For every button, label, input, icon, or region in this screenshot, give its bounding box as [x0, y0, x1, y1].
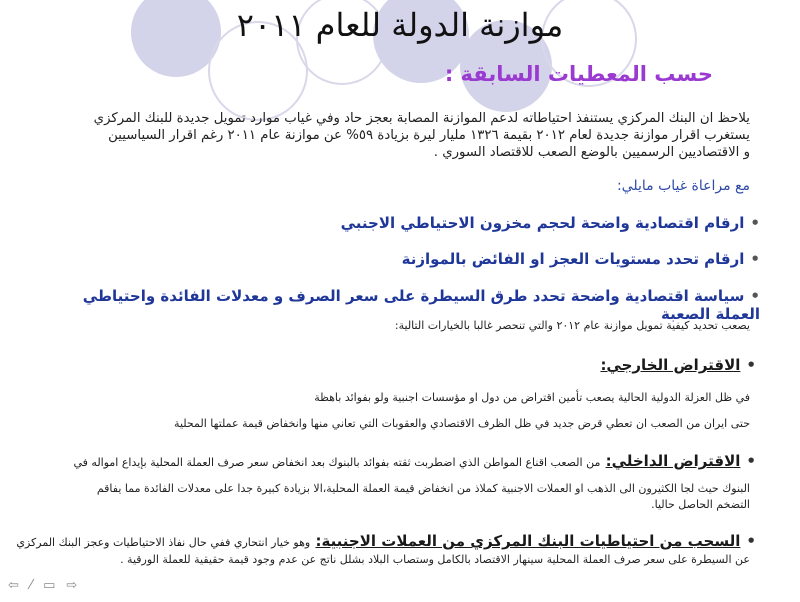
- bullet-icon: •: [750, 287, 760, 305]
- bullet-icon: •: [750, 214, 760, 232]
- next-slide-icon[interactable]: ⇨: [66, 578, 78, 593]
- option-heading-text: الاقتراض الخارجي:: [600, 356, 741, 374]
- option-inline-text: وهو خيار انتحاري ففي حال نفاذ الاحتياطيات وعجز البنك المركزي: [16, 536, 311, 549]
- option-line: في ظل العزلة الدولية الحالية يصعب تأمين اقتراض من دول او مؤسسات اجنبية ولو بفوائد باهظة: [314, 391, 750, 404]
- bullet-icon: •: [746, 356, 756, 374]
- slide-title: موازنة الدولة للعام ٢٠١١: [236, 6, 564, 44]
- slide-subtitle: حسب المعطيات السابقة :: [444, 62, 713, 86]
- menu-icon[interactable]: ▭: [43, 578, 56, 593]
- pen-icon[interactable]: ⁄: [29, 578, 33, 593]
- option-heading-text: الاقتراض الداخلي:: [605, 452, 741, 470]
- bullet-icon: •: [746, 452, 756, 470]
- option-heading-text: السحب من احتياطيات البنك المركزي من العملات الاجنبية:: [315, 532, 741, 550]
- bullet-icon: •: [746, 532, 756, 550]
- bullet-text: ارقام اقتصادية واضحة لحجم مخزون الاحتياطي الاجنبي: [340, 214, 745, 232]
- bullet-item: [40, 214, 760, 232]
- previous-slide-icon[interactable]: ⇦: [8, 578, 19, 593]
- options-intro: يصعب تحديد كيفية تمويل موازنة عام ٢٠١٢ والتي تنحصر غالبا بالخيارات التالية:: [394, 319, 750, 332]
- paragraph-line: يلاحظ ان البنك المركزي يستنفذ احتياطاته لدعم الموازنة المصابة بعجز حاد وفي غياب موارد تمويل جديدة للبنك المركزي: [93, 111, 750, 126]
- option-line: حتى ايران من الصعب ان تعطي قرض جديد في ظل الظرف الاقتصادي والعقوبات التي تعاني منها وانخفاض قيمة عملتها المحلية: [174, 417, 750, 430]
- option-line: التضخم الحاصل حاليا.: [651, 498, 750, 511]
- paragraph-line: و الاقتصاديين الرسميين بالوضع الصعب للاقتصاد السوري .: [433, 145, 750, 160]
- option-inline-text: من الصعب اقناع المواطن الذي اضطربت ثقته بفوائد بالبنوك بعد انخفاض سعر صرف العملة المحلية بإيداع امواله في: [73, 456, 601, 469]
- bullet-text: ارقام تحدد مستويات العجز او الفائض بالموازنة: [401, 250, 745, 268]
- bullet-icon: •: [750, 250, 760, 268]
- bullet-item: [40, 250, 760, 268]
- note-text: مع مراعاة غياب مايلي:: [616, 178, 750, 194]
- option-line: البنوك حيث لجا الكثيرون الى الذهب او العملات الاجنبية كملاذ من انخفاض قيمة العملة المحلية،الا بزيادة كبيرة جدا على معدلات الفائدة مما يفاقم: [96, 482, 750, 495]
- option-heading-reserves: [16, 532, 756, 550]
- option-line: عن السيطرة على سعر صرف العملة المحلية سينهار الاقتصاد بالكامل وستصاب البلاد بشلل ناتج عن عدم وجود قيمة حقيقية للعملة الورقية .: [120, 553, 750, 566]
- slideshow-nav: [8, 578, 77, 593]
- option-heading-external-loan: [600, 356, 756, 374]
- bullet-text: سياسة اقتصادية واضحة تحدد طرق السيطرة على سعر الصرف و معدلات الفائدة واحتياطي العملة الصعبة: [82, 287, 760, 323]
- intro-paragraph: [40, 110, 750, 161]
- paragraph-line: يستغرب اقرار موازنة جديدة لعام ٢٠١٢ بقيمة ١٣٢٦ مليار ليرة بزيادة ٥٩% عن موازنة عام ٢٠١١ رغم اقرار السياسيين: [108, 128, 750, 143]
- option-heading-internal-loan: [74, 452, 757, 470]
